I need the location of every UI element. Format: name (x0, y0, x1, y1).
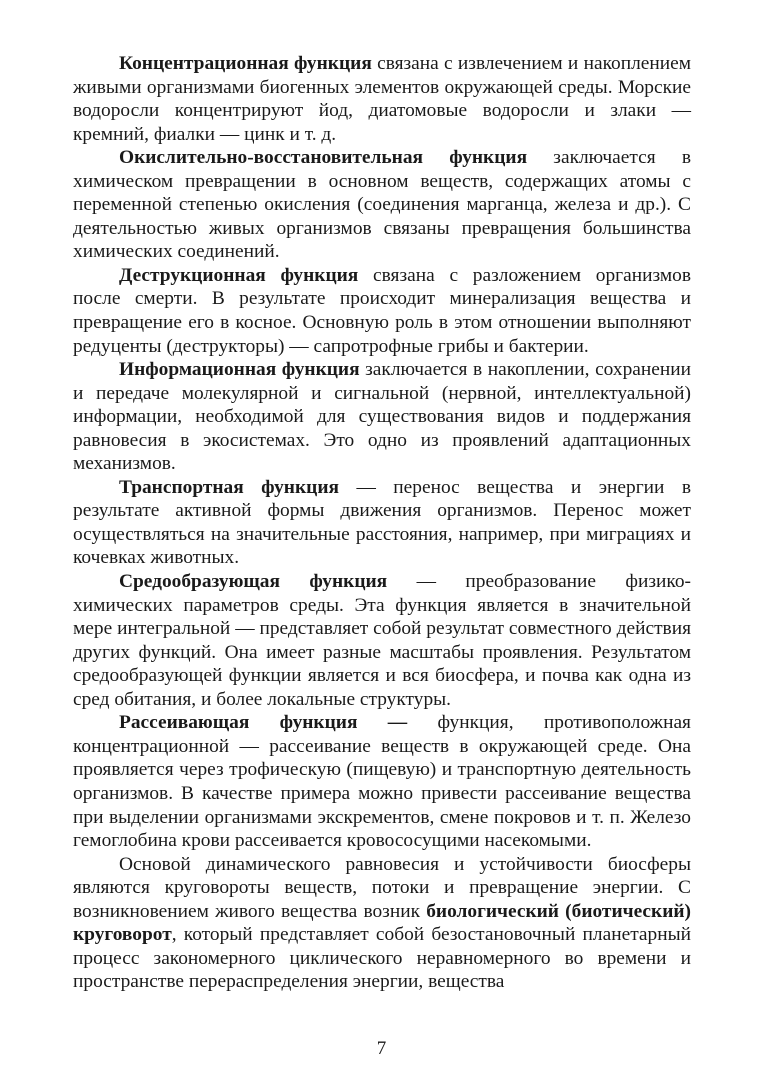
paragraph-text: — перенос вещества и энергии в результате активной формы движения организмов. Перенос может осуществляться на значительные расстояния, например, при миграциях и кочевках животных. (73, 476, 692, 569)
paragraph-concentration-function (73, 52, 691, 146)
paragraph-text: связана с разложением организмов после смерти. В результате происходит минерализация вещества и превращение его в косное. Основную роль в этом отношении выполняют редуценты (деструкторы) — сапротрофные грибы и бактерии. (73, 264, 691, 357)
term-heading: Концентрационная функция (119, 53, 372, 74)
paragraph-environment-forming-function (73, 570, 691, 711)
paragraph-text: функция, противоположная концентрационной — рассеивание веществ в окружающей среде. Она проявляется через трофическую (пищевую) и транспортную деятельность организмов. В качестве примера можно привести рассеивание вещества при выделении организмами экскрементов, смене покровов и т. п. Железо гемоглобина крови рассеивается кровососущими насекомыми. (73, 712, 691, 852)
page-body (73, 52, 691, 994)
paragraph-information-function (73, 358, 691, 476)
paragraph-redox-function (73, 146, 691, 264)
term-heading: Рассеивающая функция — (119, 712, 408, 734)
paragraph-text: заключается в накоплении, сохранении и передаче молекулярной и сигнальной (нервной, интеллектуальной) информации, необходимой для существования видов и поддержания равновесия в экосистемах. Это одно из проявлений адаптационных механизмов. (73, 359, 691, 475)
term-heading: Деструкционная функция (119, 264, 359, 286)
paragraph-text: связана с извлечением и накоплением живыми организмами биогенных элементов окружающей среды. Морские водоросли концентрируют йод, диатомовые водоросли и злаки — кремний, фиалки — цинк и т. д. (73, 53, 691, 145)
term-heading: Окислительно-восстановительная функция (119, 147, 528, 169)
term-heading: Транспортная функция (119, 476, 339, 498)
term-heading: биологический (биотический) круговорот (73, 900, 691, 946)
paragraph-destruction-function (73, 264, 691, 358)
paragraph-dispersing-function (73, 711, 691, 852)
paragraph-text: — преобразование физико-химических параметров среды. Эта функция является в значительной мере интегральной — представляет собой результат совместного действия других функций. Она имеет разные масштабы проявления. Результатом средообразующей функции является и вся биосфера, и почва как одна из сред обитания, и более локальные структуры. (73, 571, 692, 710)
term-heading: Средообразующая функция (119, 571, 388, 593)
paragraph-text: Основой динамического равновесия и устойчивости биосферы являются круговороты веществ, потоки и превращение энергии. С возникновением живого вещества возник (73, 853, 691, 922)
term-heading: Информационная функция (119, 359, 360, 381)
paragraph-biotic-cycle (73, 853, 691, 994)
paragraph-text: заключается в химическом превращении в основном веществ, содержащих атомы с переменной степенью окисления (соединения марганца, железа и др.). С деятельностью живых организмов связаны превращения большинства химических соединений. (73, 147, 692, 263)
paragraph-transport-function (73, 476, 691, 570)
page-number: 7 (376, 1038, 387, 1059)
paragraph-text: , который представляет собой безостановочный планетарный процесс закономерного циклического неравномерного во времени и пространстве перераспределения энергии, вещества (73, 924, 691, 993)
